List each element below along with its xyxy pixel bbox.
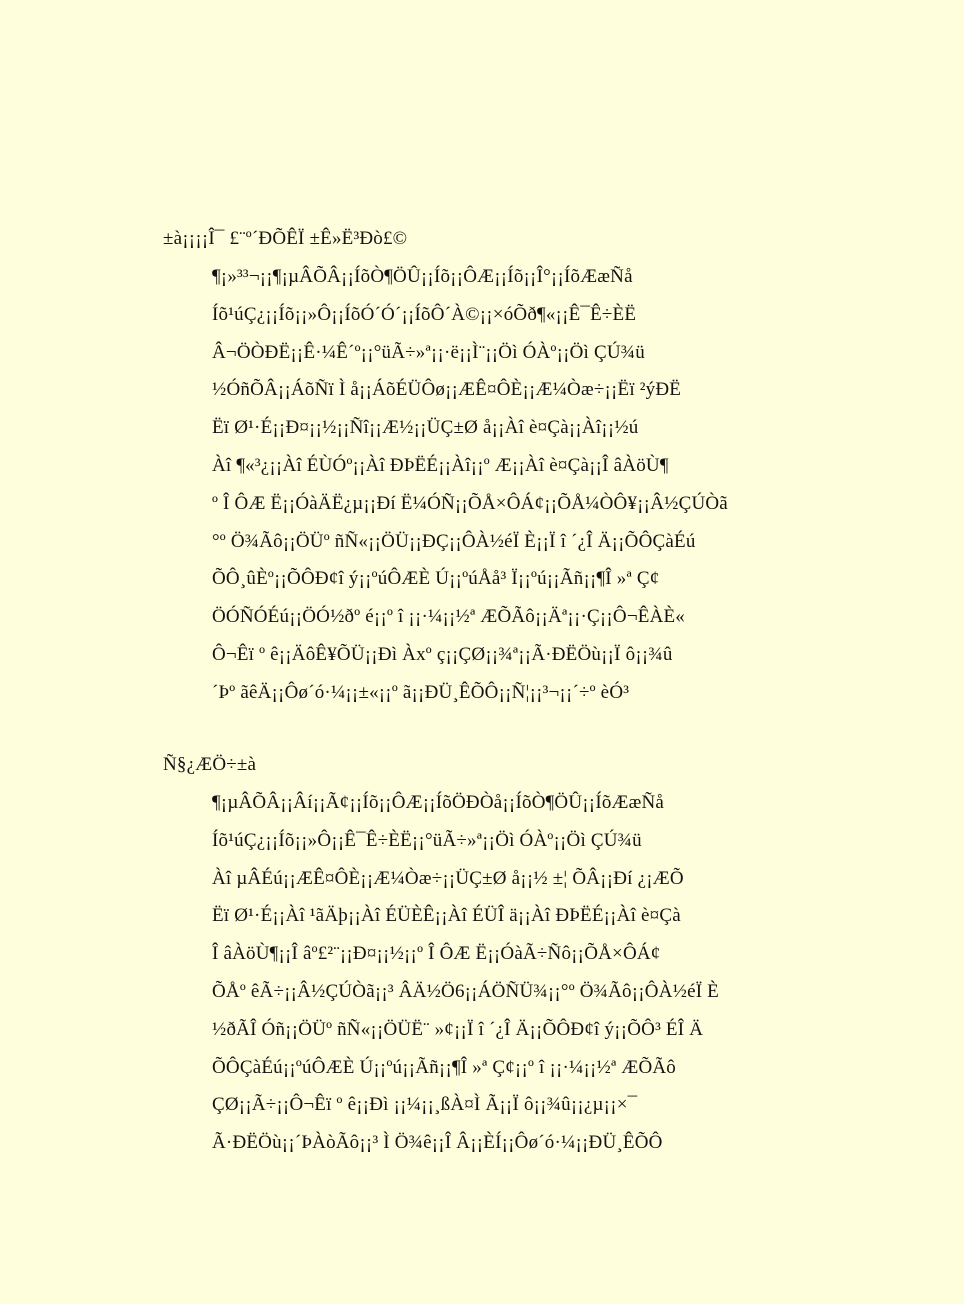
name-list [212,790,812,1168]
name-line: Àî ¶«³¿¡¡Àî ÉÙÓº¡¡Àî ÐÞËÉ¡¡Àî¡¡º Æ¡¡Àî è¤Çà¡¡Î âÀöÙ¶ [212,454,669,476]
name-line: Ô¬Êï º ê¡¡ÄôÊ¥ÕÜ¡¡Ðì Àxº ç¡¡ÇØ¡¡¾ª¡¡Ã·ÐËÖù¡¡Ï ô¡¡¾û [212,643,673,665]
name-line: Ã·ÐËÖù¡¡´ÞÀòÃô¡¡³ Ì Ö¾ê¡¡Î Â¡¡ÈÍ¡¡Ôø´ó·¼¡¡ÐÜ¸ÊÕÔ [212,1132,663,1154]
name-line: Î âÀöÙ¶¡¡Î âº£²¨¡¡Ð¤¡¡½¡¡º Î ÔÆ Ë¡¡ÓàÃ÷Ñô¡¡ÕÅ×ÔÁ¢ [212,943,661,965]
name-line: Ëï Ø¹·É¡¡Àî ¹ãÄþ¡¡Àî ÉÜÈÊ¡¡Àî ÉÜÎ ä¡¡Àî ÐÞËÉ¡¡Àî è¤Çà [212,905,681,927]
name-line: º Î ÔÆ Ë¡¡ÓàÄË¿µ¡¡Ðí Ë¼ÓÑ¡¡ÕÅ×ÔÁ¢¡¡ÕÅ¼ÒÔ¥¡¡Â½ÇÚÒã [212,492,728,514]
section-heading: ±à¡¡¡¡Î¯ £¨º´ÐÕÊÏ ±Ê»Ë³Ðò£© [163,228,408,249]
name-line: Ëï Ø¹·É¡¡Ð¤¡¡½¡¡Ñî¡¡Æ½¡¡ÜÇ±Ø å¡¡Àî è¤Çà¡¡Àî¡¡½ú [212,417,639,439]
name-line: Àî µÂÉú¡¡ÆÊ¤ÔÈ¡¡Æ¼Òæ÷¡¡ÜÇ±Ø å¡¡½ ±¦ ÕÂ¡¡Ðí ¿¡ÆÕ [212,867,684,889]
name-line: ÕÅº êÃ÷¡¡Â½ÇÚÒã¡¡³ ÂÄ½Ö6¡¡ÁÖÑÜ¾¡¡°º Ö¾Ãô¡¡ÔÀ½éÏ È [212,980,719,1002]
name-line: ÕÔÇàÉú¡¡ºúÔÆÈ Ú¡¡ºú¡¡Ãñ¡¡¶Î »ª Ç¢¡¡º î ¡¡·¼¡¡½ª ÆÕÃô [212,1056,677,1078]
name-line: Íõ¹úÇ¿¡¡Íõ¡¡»Ô¡¡Ê¯Ê÷ÈË¡¡°üÃ÷»ª¡¡Öì ÓÀº¡¡Öì ÇÚ¾ü [212,829,642,851]
name-line: ÇØ¡¡Ã÷¡¡Ô¬Êï º ê¡¡Ðì ¡¡¼¡¡¸ßÀ¤Ì Ã¡¡Ï ô¡¡¾û¡¡¿µ¡¡×¯ [212,1094,638,1116]
name-line: ÕÔ¸ûÈº¡¡ÕÔÐ¢î ý¡¡ºúÔÆÈ Ú¡¡ºúÅå³ Ï¡¡ºú¡¡Ãñ¡¡¶Î »ª Ç¢ [212,568,660,590]
name-line: ½ÓñÕÂ¡¡ÁõÑï Ì å¡¡ÁõÉÜÔø¡¡ÆÊ¤ÔÈ¡¡Æ¼Òæ÷¡¡Ëï ²ýÐË [212,379,682,401]
name-line: Â¬ÖÒÐË¡¡Ê·¼Ê´º¡¡°üÃ÷»ª¡¡·ë¡¡Ì¨¡¡Öì ÓÀº¡¡Öì ÇÚ¾ü [212,341,645,363]
name-line: ¶¡µÂÕÂ¡¡Âí¡¡Ã¢¡¡Íõ¡¡ÔÆ¡¡ÍõÖÐÒå¡¡ÍõÒ¶ÖÛ¡¡ÍõÆæÑå [212,792,665,813]
name-line: ÖÓÑÓÉú¡¡ÖÓ½ðº é¡¡º î ¡¡·¼¡¡½ª ÆÕÃô¡¡Äª¡¡·Ç¡¡Ô¬ÊÀÈ« [212,606,685,628]
name-line: °º Ö¾Ãô¡¡ÖÜº ñÑ«¡¡ÖÜ¡¡ÐÇ¡¡ÔÀ½éÏ È¡¡Ï î ´¿Î Ä¡¡ÕÔÇàÉú [212,530,696,552]
name-line: Íõ¹úÇ¿¡¡Íõ¡¡»Ô¡¡ÍõÓ´Ó´¡¡ÍõÔ´À©¡¡×óÕð¶«¡¡Ê¯Ê÷ÈË [212,303,637,325]
section-heading: Ñ§¿ÆÖ÷±à [163,754,257,775]
name-line: ½ðÃÎ Óñ¡¡ÖÜº ñÑ«¡¡ÖÜË¨ »¢¡¡Ï î ´¿Î Ä¡¡ÕÔÐ¢î ý¡¡ÕÔ³ ÉÎ Ä [212,1018,704,1040]
name-list [212,264,812,718]
name-line: ´Þº ãêÄ¡¡Ôø´ó·¼¡¡±«¡¡º ã¡¡ÐÜ¸ÊÕÔ¡¡Ñ¦¡¡³¬¡¡´÷º èÓ³ [212,681,630,703]
name-line: ¶¡»³³¬¡¡¶¡µÂÕÂ¡¡ÍõÒ¶ÖÛ¡¡Íõ¡¡ÔÆ¡¡Íõ¡¡Î°¡¡ÍõÆæÑå [212,266,633,287]
